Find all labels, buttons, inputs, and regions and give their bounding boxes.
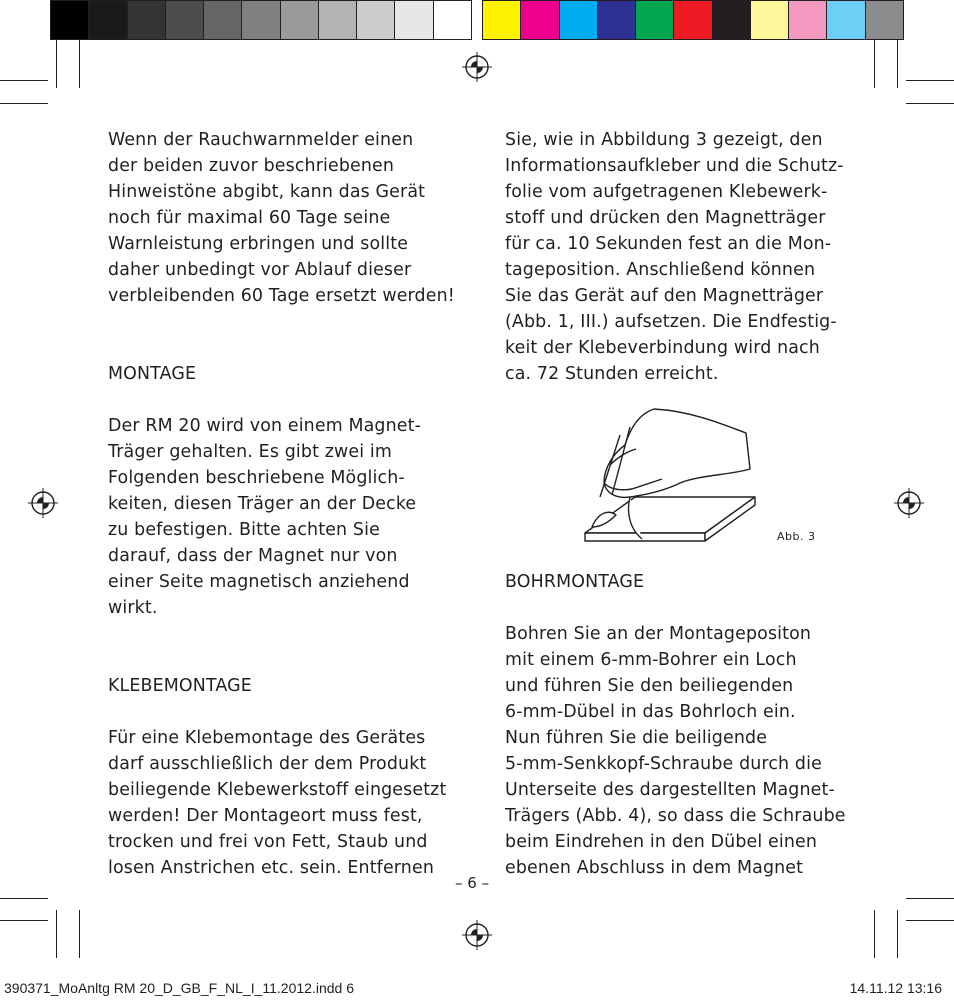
process-color-bar — [482, 0, 904, 40]
crop-mark — [0, 898, 48, 899]
crop-mark — [56, 910, 57, 958]
section-heading-montage: MONTAGE — [108, 364, 197, 384]
color-swatch — [713, 1, 751, 39]
color-swatch — [789, 1, 827, 39]
crop-mark — [906, 80, 954, 81]
color-swatch — [866, 1, 903, 39]
color-swatch — [395, 1, 433, 39]
color-swatch — [483, 1, 521, 39]
color-swatch — [434, 1, 471, 39]
color-swatch — [751, 1, 789, 39]
color-swatch — [128, 1, 166, 39]
registration-mark-icon — [894, 488, 924, 518]
color-swatch — [521, 1, 559, 39]
registration-mark-icon — [462, 920, 492, 950]
color-swatch — [51, 1, 89, 39]
crop-mark — [906, 920, 954, 921]
color-swatch — [319, 1, 357, 39]
crop-mark — [874, 40, 875, 88]
color-swatch — [89, 1, 127, 39]
left-column — [108, 127, 468, 881]
registration-mark-icon — [28, 488, 58, 518]
color-swatch — [560, 1, 598, 39]
color-swatch — [827, 1, 865, 39]
footer-filename: 390371_MoAnltg RM 20_D_GB_F_NL_I_11.2012.indd 6 — [4, 980, 354, 996]
crop-mark — [874, 910, 875, 958]
montage-paragraph: Der RM 20 wird von einem Magnet- Träger gehalten. Es gibt zwei im Folgenden beschriebene Möglich- keiten, diesen Träger an der Decke zu befestigen. Bitte achten Sie darauf, dass der Magnet nur von einer Seite magnetisch anziehend wirkt. — [108, 416, 422, 618]
page-number: – 6 – — [455, 874, 490, 892]
crop-mark — [0, 920, 48, 921]
color-swatch — [357, 1, 395, 39]
crop-mark — [0, 103, 48, 104]
color-swatch — [166, 1, 204, 39]
klebemontage-paragraph: Für eine Klebemontage des Gerätes darf ausschließlich der dem Produkt beiliegende Klebewerkstoff eingesetzt werden! Der Montageort muss fest, trocken und frei von Fett, Staub und losen Anstrichen etc. sein. Entfernen — [108, 728, 447, 878]
crop-mark — [56, 40, 57, 88]
replacement-warning-paragraph: Wenn der Rauchwarnmelder einen der beiden zuvor beschriebenen Hinweistöne abgibt, kann das Gerät noch für maximal 60 Tage seine Warnleistung erbringen und sollte daher unbedingt vor Ablauf dieser verbleibenden 60 Tage ersetzt werden! — [108, 130, 455, 306]
footer-datetime: 14.11.12 13:16 — [849, 980, 942, 996]
crop-mark — [0, 80, 48, 81]
bohrmontage-paragraph: Bohren Sie an der Montagepositon mit einem 6-mm-Bohrer ein Loch und führen Sie den beiliegenden 6-mm-Dübel in das Bohrloch ein. Nun führen Sie die beiligende 5-mm-Senkkopf-Schraube durch die Unterseite des dargestellten Magnet- Trägers (Abb. 4), so dass die Schraube beim Eindrehen in den Dübel einen ebenen Abschluss in dem Magnet — [505, 624, 846, 878]
section-heading-klebemontage: KLEBEMONTAGE — [108, 676, 252, 696]
klebemontage-continued-paragraph: Sie, wie in Abbildung 3 gezeigt, den Informationsaufkleber und die Schutz- folie vom aufgetragenen Klebewerk- stoff und drücken den Magnetträger für ca. 10 Sekunden fest an die Mon- tageposition. Anschließend können Sie das Gerät auf den Magnetträger (Abb. 1, III.) aufsetzen. Die Endfestig- keit der Klebeverbindung wird nach ca. 72 Stunden erreicht. — [505, 130, 844, 384]
figure-caption: Abb. 3 — [777, 530, 816, 543]
hand-pressing-pad-illustration — [580, 405, 760, 550]
color-swatch — [674, 1, 712, 39]
crop-mark — [897, 40, 898, 88]
color-swatch — [204, 1, 242, 39]
crop-mark — [906, 898, 954, 899]
registration-mark-icon — [462, 52, 492, 82]
color-swatch — [242, 1, 280, 39]
color-swatch — [598, 1, 636, 39]
crop-mark — [897, 910, 898, 958]
section-heading-bohrmontage: BOHRMONTAGE — [505, 572, 645, 592]
color-swatch — [636, 1, 674, 39]
color-swatch — [281, 1, 319, 39]
crop-mark — [79, 910, 80, 958]
crop-mark — [79, 40, 80, 88]
crop-mark — [906, 103, 954, 104]
grayscale-color-bar — [50, 0, 472, 40]
